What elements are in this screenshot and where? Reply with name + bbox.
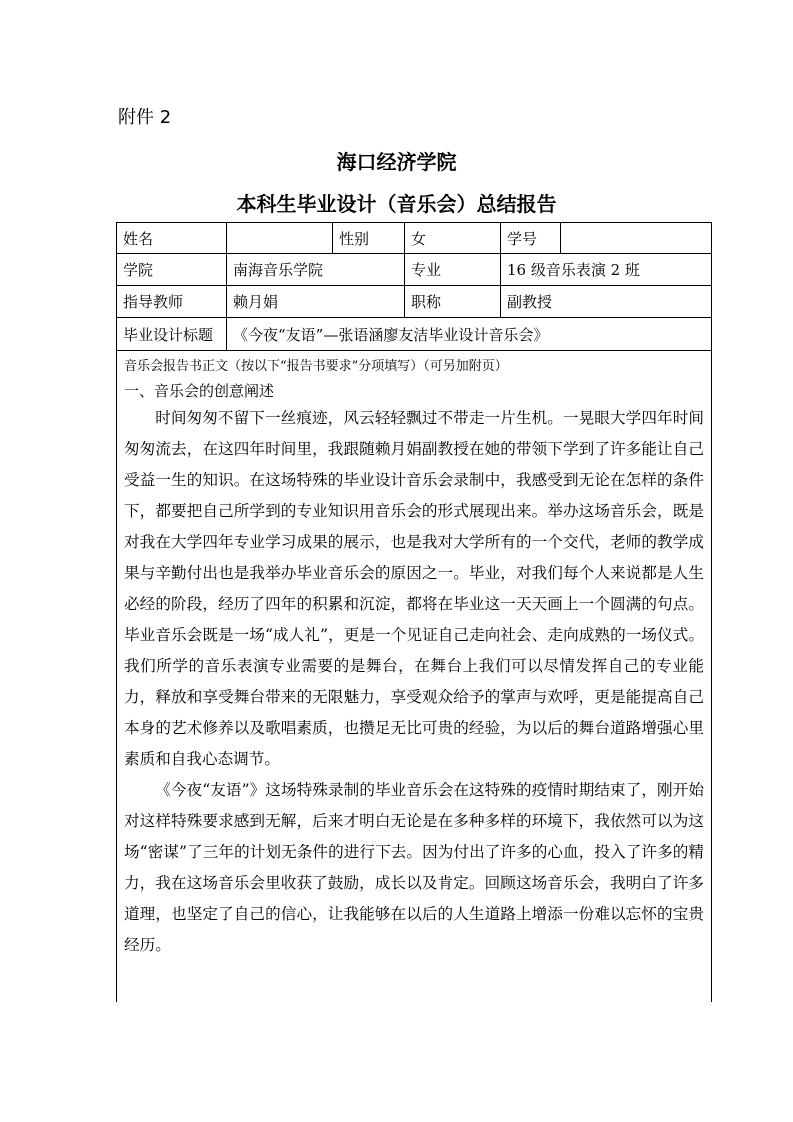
advisor-label: 指导教师	[117, 286, 227, 317]
report-body	[117, 357, 711, 961]
rank-label: 职称	[405, 286, 501, 317]
student-id-value	[561, 223, 711, 253]
school-title: 海口经济学院	[336, 150, 457, 174]
attachment-label: 附件 2	[118, 107, 172, 128]
form-row-college	[117, 254, 711, 286]
major-label: 专业	[405, 254, 501, 285]
report-title: 本科生毕业设计（音乐会）总结报告	[236, 192, 557, 216]
rank-value: 副教授	[507, 293, 553, 311]
topic-value: 《今夜“友语”—张语涵廖友洁毕业设计音乐会》	[233, 325, 549, 344]
gender-label: 性别	[333, 223, 405, 253]
paragraph-1: 时间匆匆不留下一丝痕迹，风云轻轻飘过不带走一片生机。一晃眼大学四年时间匆匆流去，在这四年时间里，我跟随赖月娟副教授在她的带领下学到了许多能让自己受益一生的知识。在这场特殊的毕业设计音乐会录制中，我感受到无论在怎样的条件下，都要把自己所学到的专业知识用音乐会的形式展现出来。举办这场音乐会，既是对我在大学四年专业学习成果的展示，也是我对大学所有的一个交代，老师的教学成果与辛勤付出也是我举办毕业音乐会的原因之一。毕业，对我们每个人来说都是人生必经的阶段，经历了四年的积累和沉淀，都将在毕业这一天天画上一个圆满的句点。毕业音乐会既是一场“成人礼”，更是一个见证自己走向社会、走向成熟的一场仪式。我们所学的音乐表演专业需要的是舞台，在舞台上我们可以尽情发挥自己的专业能力，释放和享受舞台带来的无限魅力，享受观众给予的掌声与欢呼，更是能提高自己本身的艺术修养以及歌唱素质，也攒足无比可贵的经验，为以后的舞台道路增强心里素质和自我心态调节。	[124, 409, 704, 768]
form-row-topic	[117, 318, 711, 351]
report-form	[116, 222, 712, 1002]
name-label: 姓名	[117, 223, 227, 253]
form-row-student	[117, 223, 711, 254]
advisor-value: 赖月娟	[227, 286, 405, 317]
topic-label: 毕业设计标题	[117, 318, 227, 350]
section-heading: 一、音乐会的创意阐述	[124, 382, 275, 400]
major-value: 16 级音乐表演 2 班	[507, 261, 640, 279]
college-label: 学院	[117, 254, 227, 285]
student-id-label: 学号	[501, 223, 561, 253]
college-value: 南海音乐学院	[227, 254, 405, 285]
gender-value: 女	[405, 223, 501, 253]
form-row-advisor	[117, 286, 711, 318]
report-instruction: 音乐会报告书正文（按以下“报告书要求”分项填写）（可另加附页）	[124, 359, 508, 374]
paragraph-2: 《今夜“友语”》这场特殊录制的毕业音乐会在这特殊的疫情时期结束了，刚开始对这样特殊要求感到无解，后来才明白无论是在多种多样的环境下，我依然可以为这场“密谋”了三年的计划无条件的进行下去。因为付出了许多的心血，投入了许多的精力，我在这场音乐会里收获了鼓励，成长以及肯定。回顾这场音乐会，我明白了许多道理，也坚定了自己的信心，让我能够在以后的人生道路上增添一份难以忘怀的宝贵经历。	[124, 781, 704, 954]
name-value	[227, 223, 333, 253]
